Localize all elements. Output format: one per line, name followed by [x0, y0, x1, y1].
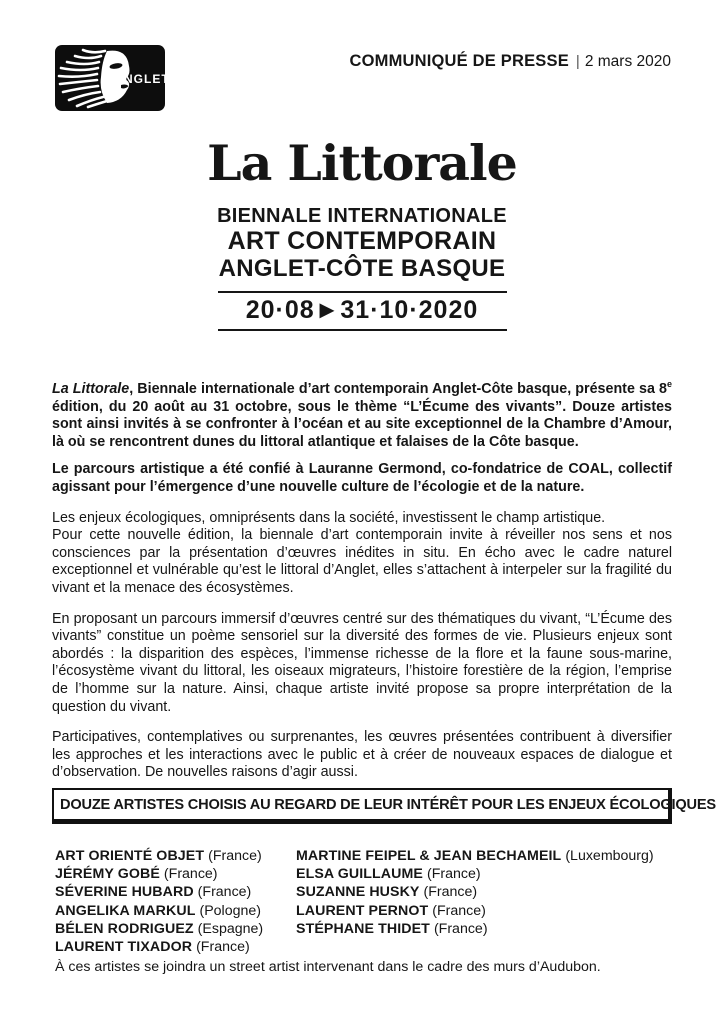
- subtitle-line-3: ANGLET-CÔTE BASQUE: [218, 254, 506, 282]
- artist-country: (France): [426, 866, 481, 883]
- artist-list-right: [296, 847, 654, 956]
- artist-name: STÉPHANE THIDET: [296, 920, 430, 937]
- artist-country: (France): [423, 884, 478, 901]
- artist-country: (France): [432, 902, 486, 919]
- artist-name: SUZANNE HUSKY: [296, 884, 420, 901]
- artist-row: [296, 847, 654, 865]
- artist-row: [296, 865, 654, 883]
- artist-country: (France): [197, 884, 252, 901]
- artist-name: BÉLEN RODRIGUEZ: [55, 920, 194, 937]
- street-artist-note: À ces artistes se joindra un street artist intervenant dans le cadre des murs d’Audubon.: [55, 959, 601, 975]
- press-release-label: COMMUNIQUÉ DE PRESSE: [349, 52, 569, 70]
- artist-name: ELSA GUILLAUME: [296, 866, 423, 883]
- artist-name: LAURENT PERNOT: [296, 902, 429, 919]
- artist-country: (France): [163, 866, 218, 883]
- sun-face-icon: [55, 45, 165, 111]
- paragraph-stakes: Les enjeux écologiques, omniprésents dans la société, investissent le champ artistique. Pour cette nouvelle édition, la biennale d’art contemporain invite à réveiller nos sens et nos consciences par la présentation d’œuvres inédites in situ. En écho avec le cadre naturel exceptionnel et vulnérable qu’est le littoral d’Anglet, elles s’attachent à interpeler sur la fragilité du vivant et la menace des écosystèmes.: [52, 509, 672, 596]
- paragraph-theme: En proposant un parcours immersif d’œuvres centré sur des thématiques du vivant, “L’Écume des vivants” constitue un poème sensoriel sur la diversité des formes de vie. Plusieurs enjeux sont abordés : la disparition des espèces, l’immense richesse de la flore et la faune sous-marine, l’écosystème vivant du littoral, les oiseaux migrateurs, l’histoire forestière de la région, l’emprise de l’homme sur la nature. Ainsi, chaque artiste invité propose sa propre interprétation de la question du vivant.: [52, 610, 672, 715]
- artist-name: LAURENT TIXADOR: [55, 939, 193, 956]
- subtitle-line-1: BIENNALE INTERNATIONALE: [217, 204, 507, 227]
- event-title: La Littorale: [207, 134, 517, 192]
- paragraph-participation: Participatives, contemplatives ou surprenantes, les œuvres présentées contribuent à diversifier les approches et les interactions avec le public et à créer de nouveaux espaces de dialogue et d’observation. De nouvelles raisons d’agir aussi.: [52, 729, 672, 781]
- date-band: [218, 291, 507, 331]
- separator-bar: |: [575, 53, 580, 70]
- artist-list-left: [55, 847, 296, 956]
- logo-wordmark: ANGLET: [114, 72, 165, 86]
- artist-name: ART ORIENTÉ OBJET: [55, 848, 205, 864]
- artist-name: ANGELIKA MARKUL: [55, 902, 196, 919]
- artist-row: [55, 847, 296, 865]
- paragraph-intro: La Littorale, Biennale internationale d’art contemporain Anglet-Côte basque, présente sa 8e édition, du 20 août au 31 octobre, sous le thème “L’Écume des vivants”. Douze artistes sont ainsi invités à se confronter à l’océan et au site exceptionnel de la Chambre d’Amour, là où se rencontrent dunes du littoral atlantique et falaises de la Côte basque.: [52, 379, 672, 450]
- artist-name: JÉRÉMY GOBÉ: [55, 866, 160, 883]
- body-copy: [52, 381, 672, 792]
- title-mention: La Littorale: [52, 381, 130, 397]
- masthead: [0, 136, 724, 331]
- artist-name: MARTINE FEIPEL & JEAN BECHAMEIL: [296, 848, 562, 864]
- artist-country: (France): [208, 848, 262, 864]
- artist-row: [296, 920, 654, 938]
- anglet-logo: [55, 45, 165, 112]
- event-dates: 20·08►31·10·2020: [245, 295, 479, 324]
- artists-list: [55, 847, 672, 956]
- subtitle-line-2: ART CONTEMPORAIN: [227, 226, 497, 255]
- artist-country: (Espagne): [197, 920, 264, 937]
- artist-row: [55, 938, 296, 956]
- artist-row: [296, 902, 654, 920]
- artist-country: (France): [196, 939, 250, 956]
- artist-row: [55, 865, 296, 883]
- artist-country: (Luxembourg): [565, 848, 654, 864]
- artist-name: SÉVERINE HUBARD: [55, 884, 194, 901]
- artists-section-heading: DOUZE ARTISTES CHOISIS AU REGARD DE LEUR INTÉRÊT POUR LES ENJEUX ÉCOLOGIQUES: [52, 788, 672, 824]
- artist-row: [55, 902, 296, 920]
- superscript-e: e: [666, 379, 672, 390]
- press-header: [349, 52, 671, 71]
- artist-country: (France): [433, 920, 488, 937]
- press-date: 2 mars 2020: [584, 53, 671, 70]
- artist-row: [55, 920, 296, 938]
- paragraph-curator: Le parcours artistique a été confié à Lauranne Germond, co-fondatrice de COAL, collectif agissant pour l’émergence d’une nouvelle culture de l’écologie et de la nature.: [52, 461, 672, 495]
- event-subtitle: [0, 204, 724, 282]
- artist-row: [55, 883, 296, 901]
- artist-country: (Pologne): [199, 902, 262, 919]
- artist-row: [296, 883, 654, 901]
